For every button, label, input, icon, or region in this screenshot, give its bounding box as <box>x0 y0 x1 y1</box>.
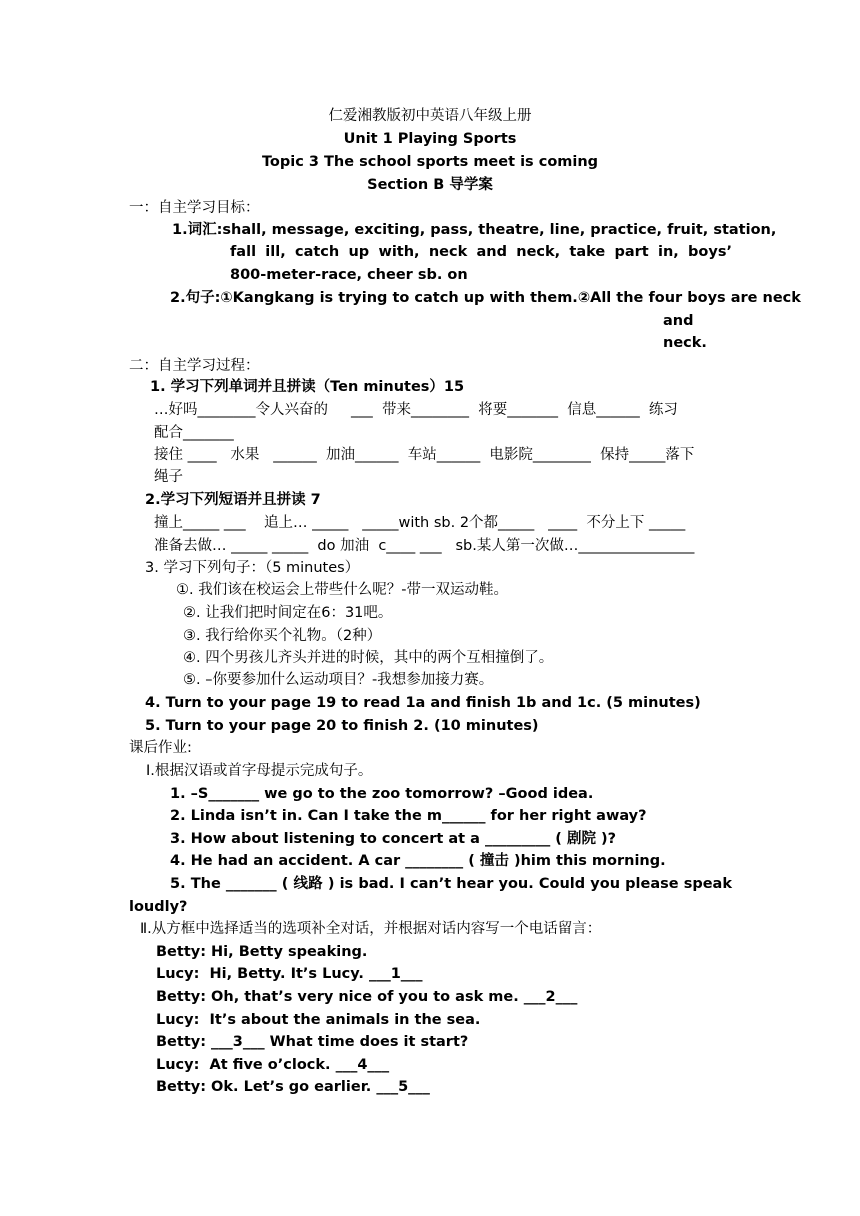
vocab-line-1: 1.词汇:shall, message, exciting, pass, theatre, line, practice, fruit, station, <box>172 222 777 238</box>
task-1-heading: 1. 学习下列单词并且拼读（Ten minutes）15 <box>150 379 465 395</box>
exercise-item-3: 3. How about listening to concert at a _________ ( 剧院 )? <box>170 831 617 847</box>
part-1-heading: Ⅰ.根据汉语或首字母提示完成句子。 <box>146 763 373 779</box>
task-1-line-b: 配合_______ <box>154 425 234 441</box>
dialogue-line-7: Betty: Ok. Let’s go earlier. ___5___ <box>156 1079 430 1095</box>
section-title: Section B 导学案 <box>367 177 493 193</box>
section2-heading: 二：自主学习过程： <box>129 358 260 374</box>
task-1-line-d: 绳子 <box>154 469 183 485</box>
task-4: 4. Turn to your page 19 to read 1a and finish 1b and 1c. (5 minutes) <box>145 695 701 711</box>
sentence-item-2: ②. 让我们把时间定在6：31吧。 <box>183 605 393 621</box>
exercise-item-1: 1. –S_______ we go to the zoo tomorrow? –Good idea. <box>170 786 594 802</box>
dialogue-line-5: Betty: ___3___ What time does it start? <box>156 1034 469 1050</box>
task-2-heading: 2.学习下列短语并且拼读 7 <box>145 492 321 508</box>
dialogue-line-4: Lucy: It’s about the animals in the sea. <box>156 1012 481 1028</box>
topic-title: Topic 3 The school sports meet is coming <box>261 154 599 170</box>
dialogue-line-6: Lucy: At five o’clock. ___4___ <box>156 1057 390 1073</box>
section1-heading: 一：自主学习目标： <box>129 200 260 216</box>
sentence-item-1: ①. 我们该在校运会上带些什么呢？-带一双运动鞋。 <box>176 582 508 598</box>
sentence-item-5: ⑤. –你要参加什么运动项目？-我想参加接力赛。 <box>183 672 494 688</box>
unit-title: Unit 1 Playing Sports <box>343 131 517 147</box>
sentence-item-4: ④. 四个男孩儿齐头并进的时候，其中的两个互相撞倒了。 <box>183 650 554 666</box>
sentence-item-3: ③. 我行给你买个礼物。（2种） <box>183 628 382 644</box>
dialogue-line-2: Lucy: Hi, Betty. It’s Lucy. ___1___ <box>156 966 423 982</box>
homework-heading: 课后作业: <box>129 740 192 756</box>
task-1-line-c: 接住 ____ 水果 ______ 加油______ 车站______ 电影院________ 保持_____落下 <box>154 447 695 463</box>
task-2-line-a: 撞上_____ ___ 追上… _____ _____with sb. 2个都_____ ____ 不分上下 _____ <box>154 515 686 531</box>
task-5: 5. Turn to your page 20 to finish 2. (10 minutes) <box>145 718 539 734</box>
sentence-line-3: neck. <box>663 335 707 351</box>
task-1-line-a: …好吗________令人兴奋的 ___ 带来________ 将要_______ 信息______ 练习 <box>154 402 678 418</box>
exercise-item-5-cont: loudly? <box>129 899 188 915</box>
sentence-line-2: and <box>663 313 694 329</box>
dialogue-line-3: Betty: Oh, that’s very nice of you to ask me. ___2___ <box>156 989 578 1005</box>
task-3-heading: 3. 学习下列句子：（5 minutes） <box>145 560 360 576</box>
sentence-line-1: 2.句子:①Kangkang is trying to catch up with them.②All the four boys are neck <box>170 290 801 306</box>
exercise-item-5: 5. The _______ ( 线路 ) is bad. I can’t hear you. Could you please speak <box>170 876 732 892</box>
vocab-line-2: fall ill, catch up with, neck and neck, take part in, boys’ <box>230 244 732 260</box>
vocab-line-3: 800-meter-race, cheer sb. on <box>230 267 468 283</box>
doc-title-cn: 仁爱湘教版初中英语八年级上册 <box>328 108 532 124</box>
part-2-heading: Ⅱ.从方框中选择适当的选项补全对话，并根据对话内容写一个电话留言： <box>140 921 602 937</box>
dialogue-line-1: Betty: Hi, Betty speaking. <box>156 944 368 960</box>
task-2-line-b: 准备去做… _____ _____ do 加油 c____ ___ sb.某人第一次做…________________ <box>154 538 695 554</box>
exercise-item-2: 2. Linda isn’t in. Can I take the m______ for her right away? <box>170 808 647 824</box>
exercise-item-4: 4. He had an accident. A car ________ ( 撞击 )him this morning. <box>170 853 666 869</box>
